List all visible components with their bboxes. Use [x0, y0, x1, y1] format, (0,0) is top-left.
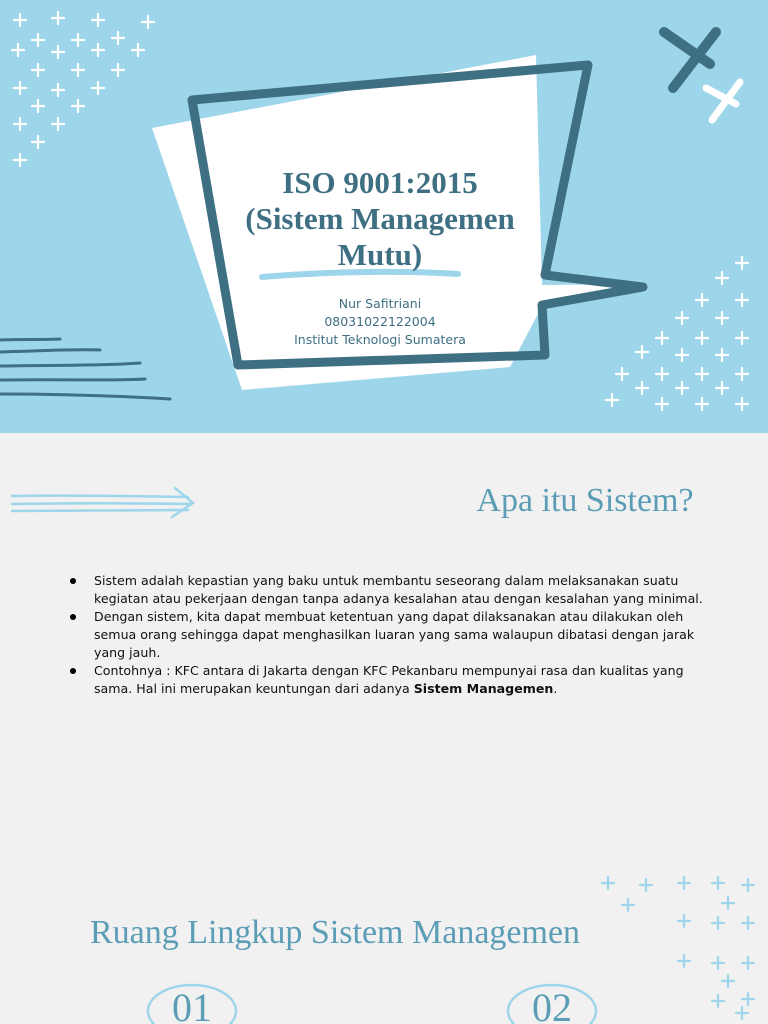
- plus-icon: [72, 100, 84, 112]
- plus-icon: [92, 82, 104, 94]
- plus-icon: [696, 368, 708, 380]
- plus-icon: [656, 332, 668, 344]
- list-item: [70, 572, 710, 608]
- plus-icon: [742, 879, 754, 891]
- plus-icon: [52, 84, 64, 96]
- plus-icon: [716, 312, 728, 324]
- plus-icon: [712, 877, 724, 889]
- plus-icon: [32, 100, 44, 112]
- plus-icon: [736, 332, 748, 344]
- plus-icon: [742, 917, 754, 929]
- title-slide: [0, 0, 768, 433]
- plus-icon: [678, 915, 690, 927]
- plus-icon: [716, 382, 728, 394]
- plus-icon: [14, 154, 26, 166]
- plus-icon: [678, 877, 690, 889]
- plus-icon: [112, 64, 124, 76]
- plus-icon: [636, 382, 648, 394]
- plus-icon: [736, 294, 748, 306]
- plus-icon: [712, 917, 724, 929]
- plus-icon: [742, 957, 754, 969]
- student-id: 08031022122004: [324, 314, 436, 329]
- plus-icon: [716, 272, 728, 284]
- line-decoration: [0, 339, 170, 399]
- plus-icon: [736, 368, 748, 380]
- plus-icon: [676, 312, 688, 324]
- plus-icon: [92, 44, 104, 56]
- plus-icon: [12, 44, 24, 56]
- plus-icon: [32, 136, 44, 148]
- bullet-list: [70, 572, 710, 698]
- plus-icon-cluster-top-left: [12, 12, 154, 166]
- plus-icon: [112, 32, 124, 44]
- plus-icon: [712, 957, 724, 969]
- plus-icon: [696, 398, 708, 410]
- content-slide: [0, 433, 768, 1024]
- cross-icon: [706, 82, 740, 120]
- plus-icon: [742, 993, 754, 1005]
- plus-icon: [14, 82, 26, 94]
- bullet-bold-text: Sistem Managemen: [413, 681, 554, 696]
- plus-icon: [142, 16, 154, 28]
- plus-icon: [602, 877, 614, 889]
- presentation-title: [215, 165, 545, 273]
- plus-icon: [92, 14, 104, 26]
- arrow-right-icon: [12, 488, 193, 517]
- plus-icon: [640, 879, 652, 891]
- list-item: [70, 608, 710, 662]
- plus-icon: [72, 64, 84, 76]
- bullet-text: Contohnya : KFC antara di Jakarta dengan KFC Pekanbaru mempunyai rasa dan kualitas yang sama. Hal ini merupakan keuntungan dari adanya: [94, 663, 684, 696]
- plus-icon: [678, 955, 690, 967]
- bullet-text: .: [553, 681, 558, 696]
- plus-icon: [606, 394, 618, 406]
- plus-icon: [656, 368, 668, 380]
- plus-icon: [736, 257, 748, 269]
- cross-icon: [664, 32, 716, 88]
- plus-icon: [616, 368, 628, 380]
- bullet-text: Sistem adalah kepastian yang baku untuk membantu seseorang dalam melaksanakan suatu kegiatan atau pekerjaan dengan tanpa adanya kesalahan atau dengan kesalahan yang minimal.: [94, 573, 703, 606]
- plus-icon: [696, 332, 708, 344]
- plus-icon: [736, 1007, 748, 1019]
- section-title: Apa itu Sistem?: [476, 482, 694, 519]
- plus-icon: [132, 44, 144, 56]
- plus-icon: [736, 398, 748, 410]
- plus-icon: [676, 349, 688, 361]
- number-label: 01: [172, 985, 212, 1024]
- plus-icon: [656, 398, 668, 410]
- plus-icon: [722, 897, 734, 909]
- bullet-text: Dengan sistem, kita dapat membuat ketentuan yang dapat dilaksanakan atau dilakukan oleh semua orang sehingga dapat menghasilkan luaran yang sama walaupun dibatasi dengan jarak yang jauh.: [94, 609, 695, 660]
- title-line: (Sistem Managemen: [245, 201, 515, 236]
- plus-icon: [52, 118, 64, 130]
- plus-icon: [722, 975, 734, 987]
- plus-icon: [52, 12, 64, 24]
- title-block: [215, 165, 545, 273]
- plus-icon: [676, 382, 688, 394]
- plus-icon: [14, 118, 26, 130]
- plus-icon: [716, 349, 728, 361]
- plus-icon: [636, 346, 648, 358]
- plus-icon: [72, 34, 84, 46]
- plus-icon: [14, 14, 26, 26]
- institution-name: Institut Teknologi Sumatera: [294, 332, 466, 347]
- author-name: Nur Safitriani: [338, 296, 422, 311]
- plus-icon: [32, 34, 44, 46]
- title-line: Mutu): [337, 237, 423, 272]
- plus-icon: [622, 899, 634, 911]
- section-title: Ruang Lingkup Sistem Managemen: [89, 914, 581, 951]
- plus-icon: [712, 995, 724, 1007]
- plus-icon: [696, 294, 708, 306]
- list-item: [70, 662, 710, 698]
- plus-icon: [32, 64, 44, 76]
- number-label: 02: [532, 985, 572, 1024]
- plus-icon-cluster-right: [606, 257, 748, 410]
- author-block: [255, 295, 505, 349]
- title-line: ISO 9001:2015: [282, 165, 478, 200]
- plus-icon: [52, 46, 64, 58]
